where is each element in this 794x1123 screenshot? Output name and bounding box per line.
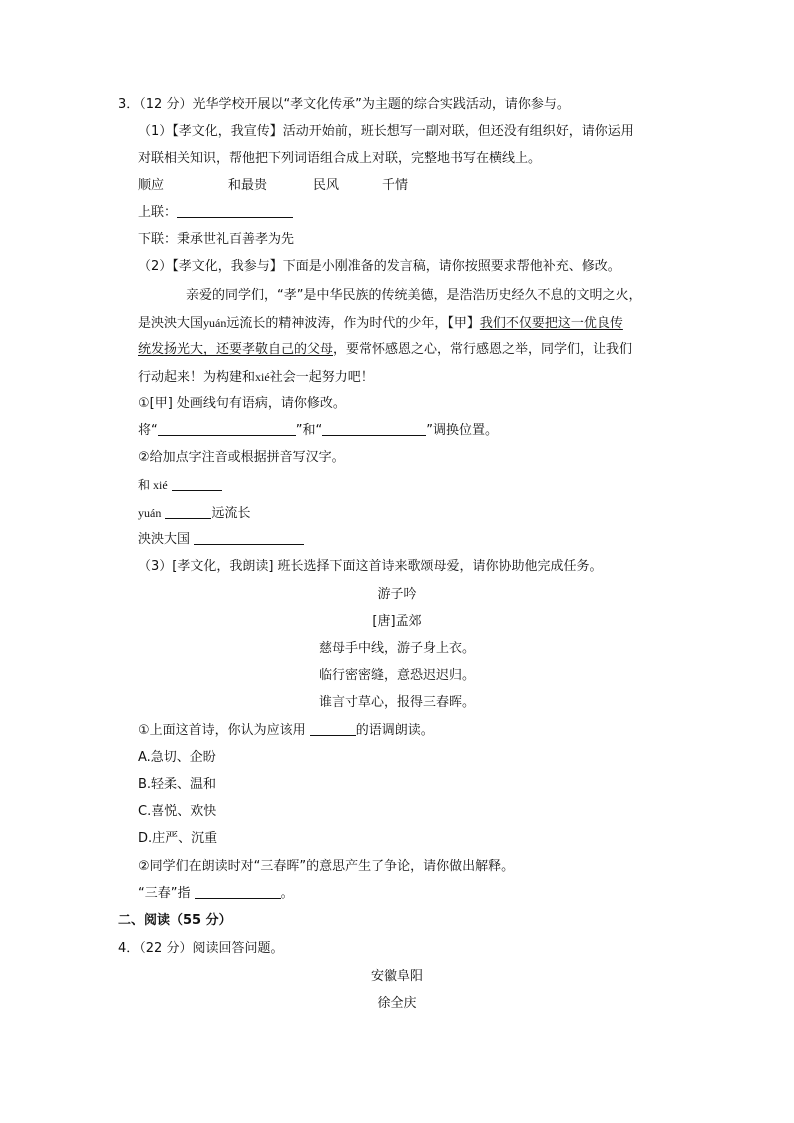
- speech-line-1: 亲爱的同学们，“孝”是中华民族的传统美德，是浩浩历史经久不息的文明之火，: [186, 288, 642, 303]
- article-author: 徐全庆: [377, 996, 417, 1011]
- speech-text: 社会一起努力吧！: [269, 370, 374, 385]
- q4-title: 4．（22 分）阅读回答问题。: [118, 941, 284, 956]
- fill-blank-3[interactable]: [194, 530, 304, 545]
- swap-blank-1[interactable]: [158, 421, 296, 436]
- option-a[interactable]: A.急切、企盼: [138, 750, 216, 765]
- word-4: 千情: [382, 178, 409, 193]
- article-title: 安徽阜阳: [370, 969, 423, 984]
- speech-text: 远流长的精神波涛，作为时代的少年，【甲】: [226, 316, 480, 331]
- swap-text: ”调换位置。: [426, 423, 498, 438]
- speech-text: ，要常怀感恩之心，常行感恩之举，同学们，让我们: [333, 342, 633, 357]
- option-b[interactable]: B.轻柔、温和: [138, 777, 217, 792]
- sanchun-text: “三春”指: [138, 886, 191, 901]
- flawed-sentence-part2: 统发扬光大，还要孝敬自己的父母: [138, 342, 334, 357]
- swap-text: 将“: [138, 423, 158, 438]
- section-2-heading: 二、阅读（55 分）: [118, 913, 232, 928]
- q3-part1-line1: （1）【孝文化，我宣传】活动开始前，班长想写一副对联，但还没有组织好，请你运用: [138, 124, 634, 139]
- pinyin-yuan: yuán: [203, 316, 227, 330]
- flawed-sentence-part1: 我们不仅要把这一优良传: [479, 316, 623, 331]
- fill-line-2: [138, 503, 250, 524]
- speech-text: 是泱泱大国: [138, 316, 204, 331]
- sanchun-line: [138, 884, 294, 904]
- poem-line-3: 谁言寸草心，报得三春晖。: [318, 695, 475, 710]
- fill-line-1: [138, 475, 222, 496]
- poem-title: 游子吟: [377, 587, 417, 602]
- option-d[interactable]: D.庄严、沉重: [138, 831, 218, 846]
- fill-label: yuán: [138, 506, 162, 520]
- fill-blank-2[interactable]: [165, 504, 211, 519]
- fill-blank-1[interactable]: [172, 476, 222, 491]
- speech-line-4: [138, 367, 374, 388]
- fill-label: 和 xié: [138, 478, 168, 492]
- sanchun-text: 。: [280, 886, 294, 901]
- speech-text: 行动起来！为构建和: [138, 370, 256, 385]
- option-c[interactable]: C.喜悦、欢快: [138, 804, 217, 819]
- swap-text: ”和“: [295, 423, 323, 438]
- q3-part2-line: （2）【孝文化，我参与】下面是小刚准备的发言稿，请你按照要求帮他补充、修改。: [138, 259, 621, 274]
- upper-couplet-line: [138, 203, 293, 223]
- swap-line: [138, 421, 498, 441]
- question-text: ①上面这首诗，你认为应该用: [138, 723, 306, 738]
- poem-author: [唐]孟郊: [372, 614, 422, 629]
- upper-couplet-blank[interactable]: [177, 203, 293, 218]
- word-3: 民风: [313, 178, 340, 193]
- question-text: 的语调朗读。: [355, 723, 434, 738]
- sub-question-1: ①[甲] 处画线句有语病，请你修改。: [138, 396, 346, 411]
- q3-part3-line: （3）[孝文化，我朗读] 班长选择下面这首诗来歌颂母爱，请你协助他完成任务。: [138, 559, 603, 574]
- q3-title: 3．（12 分）光华学校开展以“孝文化传承”为主题的综合实践活动，请你参与。: [118, 97, 570, 112]
- speech-line-2: [138, 313, 623, 334]
- q3-part1-line2: 对联相关知识，帮他把下列词语组合成上对联，完整地书写在横线上。: [138, 151, 542, 166]
- sub-question-2: ②给加点字注音或根据拼音写汉字。: [138, 450, 345, 465]
- fill-text: 远流长: [211, 506, 251, 521]
- reading-tone-question: [138, 721, 434, 741]
- sanchun-blank[interactable]: [195, 884, 281, 899]
- lower-couplet: 下联：秉承世礼百善孝为先: [138, 232, 295, 247]
- poem-line-1: 慈母手中线，游子身上衣。: [318, 641, 475, 656]
- word-1: 顺应: [138, 178, 165, 193]
- speech-line-3: [138, 340, 632, 360]
- upper-couplet-label: 上联：: [138, 205, 178, 220]
- swap-blank-2[interactable]: [322, 421, 426, 436]
- fill-label: 泱泱大国: [138, 532, 191, 547]
- word-2: 和最贵: [228, 178, 268, 193]
- explain-question: ②同学们在朗读时对“三春晖”的意思产生了争论，请你做出解释。: [138, 859, 515, 874]
- pinyin-xie: xié: [255, 370, 270, 384]
- poem-line-2: 临行密密缝，意恐迟迟归。: [318, 668, 475, 683]
- tone-blank[interactable]: [310, 721, 356, 736]
- fill-line-3: [138, 530, 304, 550]
